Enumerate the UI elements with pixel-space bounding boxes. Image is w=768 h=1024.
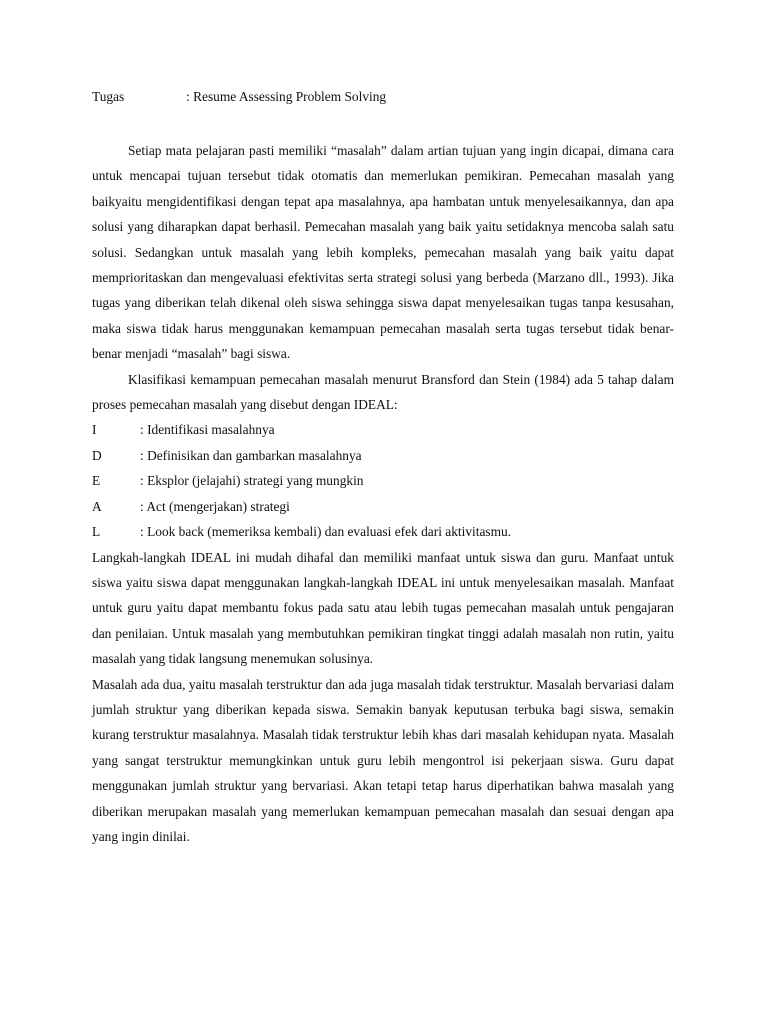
ideal-step-description: : Eksplor (jelajahi) strategi yang mungkin — [140, 473, 364, 489]
ideal-step-letter: L — [92, 524, 101, 540]
paragraph-problem-structure: Masalah ada dua, yaitu masalah terstruktur dan ada juga masalah tidak terstruktur. Masalah bervariasi dalam jumlah struktur yang diberikan kepada siswa. Semakin banyak keputusan terbuka bagi siswa, semakin kurang terstruktur masalahnya. Masalah tidak terstruktur lebih khas dari masalah kehidupan nyata. Masalah yang sangat terstruktur memungkinkan untuk guru lebih mengontrol isi pekerjaan siswa. Guru dapat menggunakan jumlah struktur yang bervariasi. Akan tetapi tetap harus diperhatikan bahwa masalah yang diberikan merupakan masalah yang memerlukan kemampuan pemecahan masalah dan sesuai dengan apa yang ingin dinilai. — [92, 676, 674, 844]
paragraph-ideal-benefits: Langkah-langkah IDEAL ini mudah dihafal dan memiliki manfaat untuk siswa dan guru. Manfaat untuk siswa yaitu siswa dapat menggunakan langkah-langkah IDEAL ini untuk menyelesaikan masalah. Manfaat untuk guru yaitu dapat membantu fokus pada satu atau lebih tugas pemecahan masalah untuk pengajaran dan penilaian. Untuk masalah yang membutuhkan pemikiran tingkat tinggi adalah masalah non rutin, yaitu masalah yang tidak langsung menemukan solusinya. — [92, 549, 674, 667]
ideal-step-letter: I — [92, 422, 97, 438]
ideal-step-description: : Act (mengerjakan) strategi — [140, 498, 290, 514]
ideal-step-letter: E — [92, 473, 101, 489]
ideal-step-letter: A — [92, 498, 102, 514]
document-body — [92, 138, 674, 849]
assignment-label: Tugas — [92, 89, 125, 104]
ideal-step — [92, 519, 674, 544]
assignment-title: : Resume Assessing Problem Solving — [186, 89, 387, 104]
ideal-step — [92, 417, 674, 442]
ideal-step-description: : Look back (memeriksa kembali) dan evaluasi efek dari aktivitasmu. — [140, 524, 512, 540]
ideal-step — [92, 468, 674, 493]
ideal-step — [92, 494, 674, 519]
ideal-step-description: : Definisikan dan gambarkan masalahnya — [140, 447, 362, 463]
assignment-header — [92, 88, 692, 106]
ideal-step — [92, 443, 674, 468]
paragraph-intro: Setiap mata pelajaran pasti memiliki “masalah” dalam artian tujuan yang ingin dicapai, dimana cara untuk mencapai tujuan tersebut tidak otomatis dan memerlukan pemikiran. Pemecahan masalah yang baikyaitu mengidentifikasi dengan tepat apa masalahnya, apa hambatan untuk menyelesaikannya, dan apa solusi yang diharapkan dapat berhasil. Pemecahan masalah yang baik yaitu setidaknya mencoba salah satu solusi. Sedangkan untuk masalah yang lebih kompleks, pemecahan masalah yang baik yaitu dapat memprioritaskan dan mengevaluasi efektivitas serta strategi solusi yang berbeda (Marzano dll., 1993). Jika tugas yang diberikan telah dikenal oleh siswa sehingga siswa dapat menyelesaikan tugas tanpa kesusahan, maka siswa tidak harus menggunakan kemampuan pemecahan masalah serta tugas tersebut tidak benar-benar menjadi “masalah” bagi siswa. — [92, 143, 674, 362]
ideal-steps-list — [92, 417, 674, 544]
ideal-step-letter: D — [92, 447, 102, 463]
ideal-step-description: : Identifikasi masalahnya — [140, 422, 275, 438]
paragraph-classification: Klasifikasi kemampuan pemecahan masalah menurut Bransford dan Stein (1984) ada 5 tahap dalam proses pemecahan masalah yang disebut dengan IDEAL: — [92, 371, 674, 413]
